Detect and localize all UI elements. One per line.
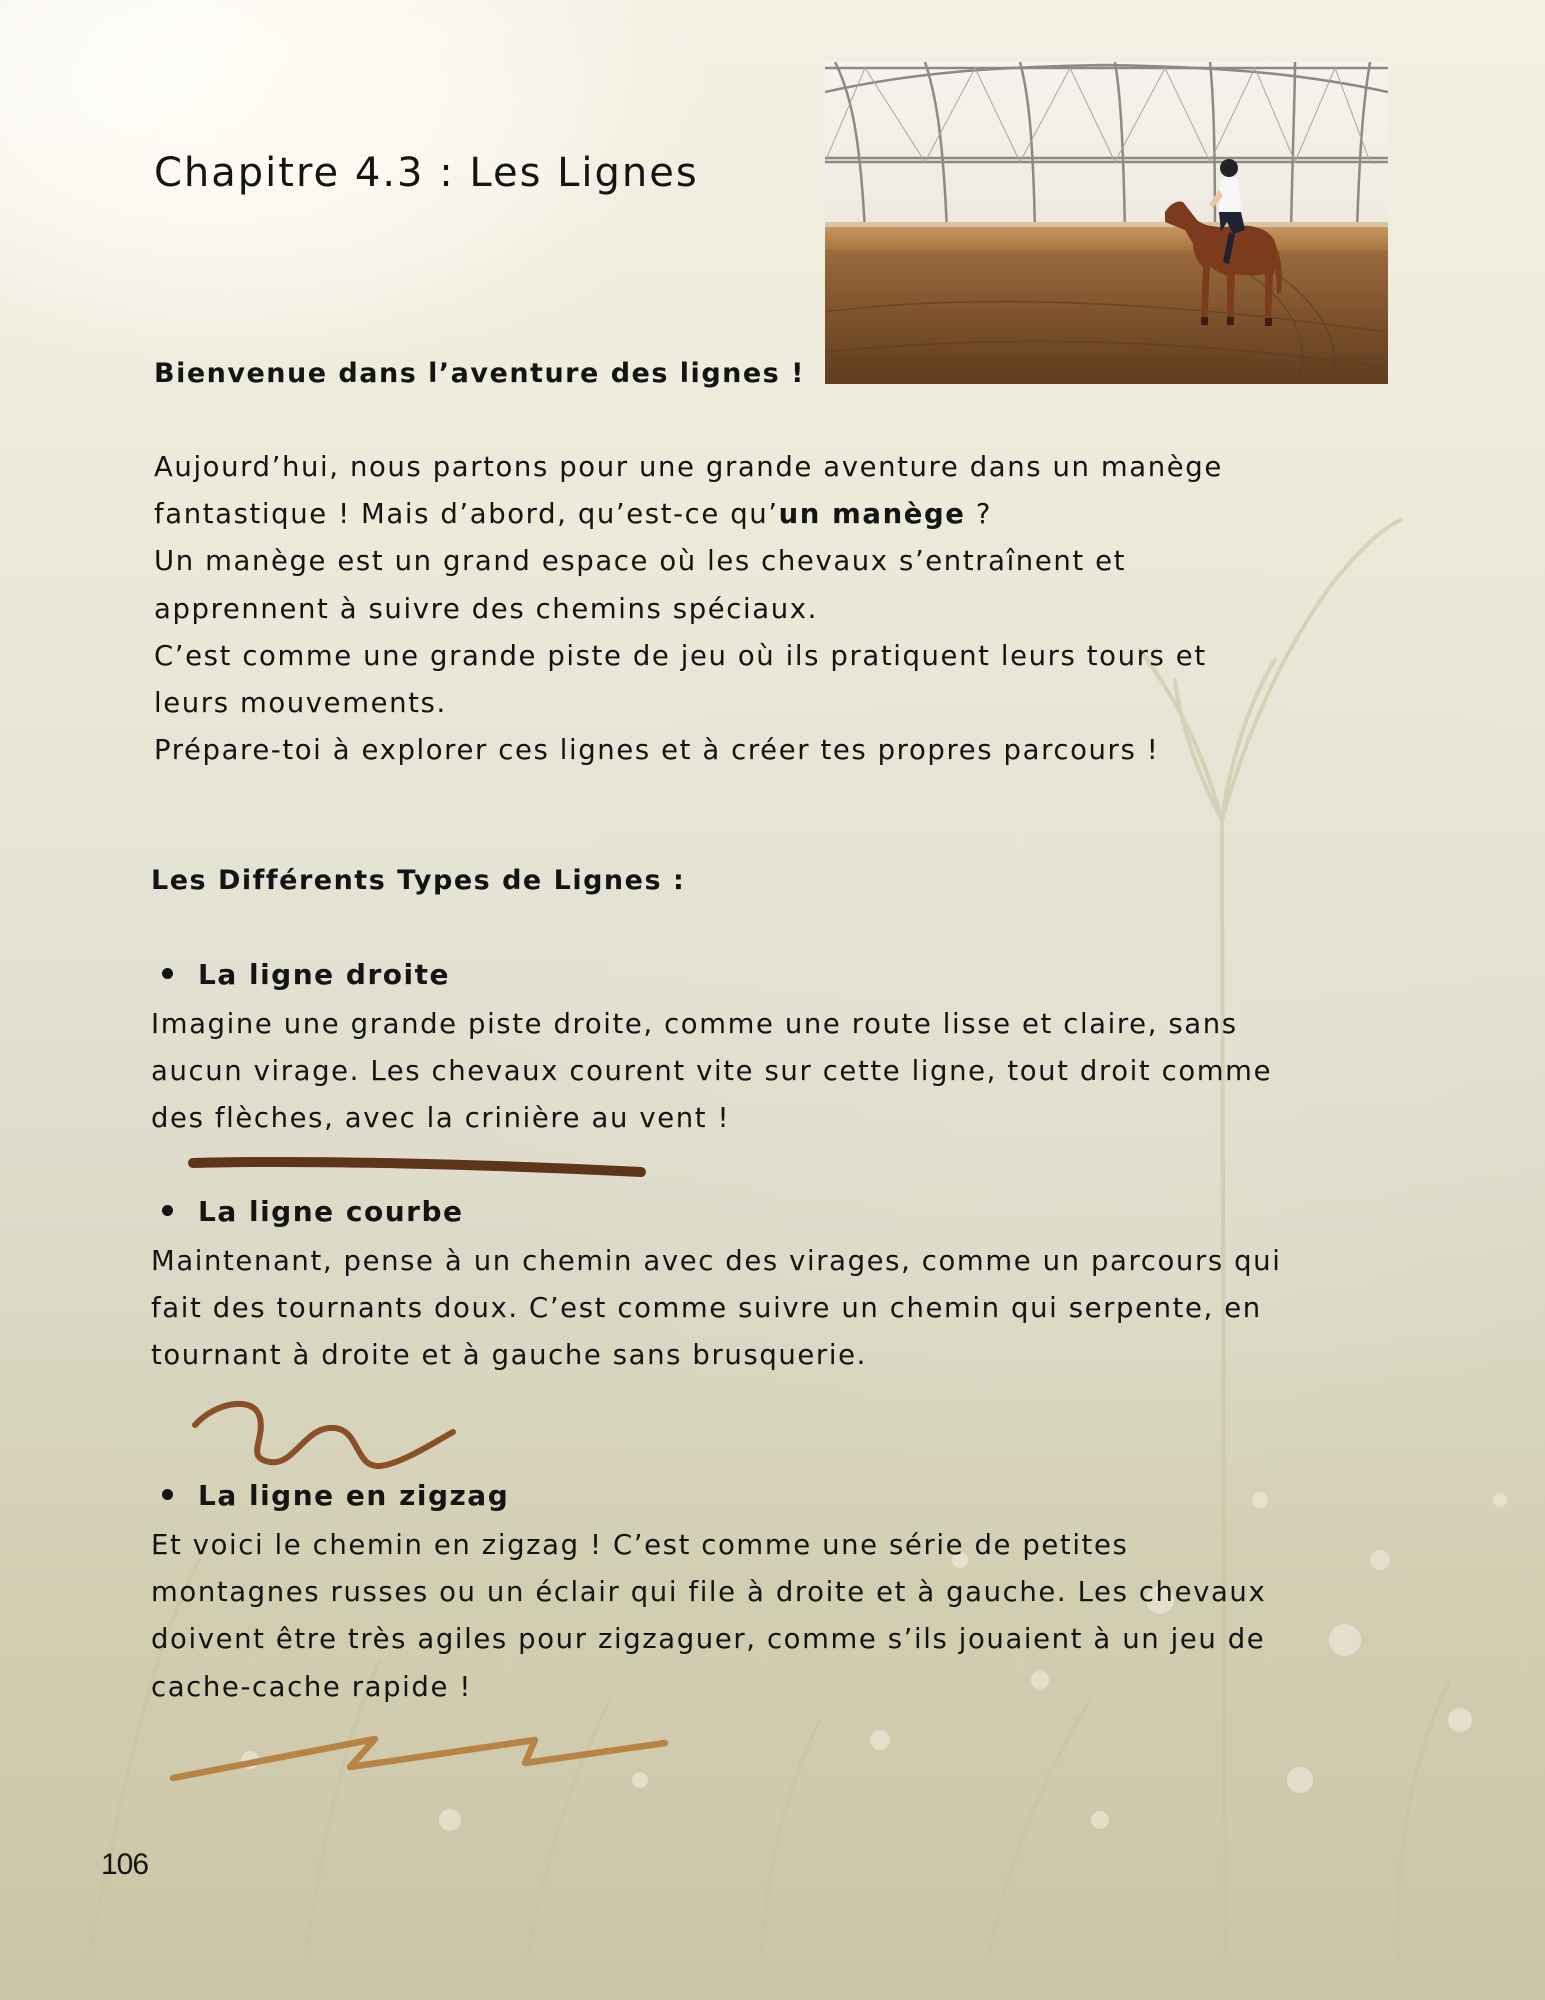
text-line: Et voici le chemin en zigzag ! C’est comme une série de petites	[151, 1529, 1129, 1561]
text-line: des flèches, avec la crinière au vent !	[151, 1102, 731, 1135]
section-text-zigzag	[151, 1522, 1266, 1711]
intro-line: C’est comme une grande piste de jeu où ils pratiquent leurs tours et	[154, 639, 1207, 672]
text-line: tournant à droite et à gauche sans brusquerie.	[151, 1339, 867, 1372]
curved-line-illustration	[185, 1390, 465, 1480]
chapter-title: Chapitre 4.3 : Les Lignes	[154, 150, 699, 196]
text-line: doivent être très agiles pour zigzaguer, comme s’ils jouaient à un jeu de	[151, 1623, 1266, 1656]
text-line: aucun virage. Les chevaux courent vite sur cette ligne, tout droit comme	[151, 1055, 1273, 1088]
text-line: montagnes russes ou un éclair qui file à droite et à gauche. Les chevaux	[151, 1576, 1267, 1609]
intro-line: Un manège est un grand espace où les chevaux s’entraînent et	[154, 545, 1127, 578]
text-line: cache-cache rapide !	[151, 1670, 472, 1703]
bullet-dot	[162, 968, 173, 979]
intro-line: Aujourd’hui, nous partons pour une grande aventure dans un manège	[154, 451, 1223, 483]
section-text-curve	[151, 1238, 1281, 1380]
straight-line-illustration	[185, 1150, 655, 1180]
text-line: Maintenant, pense à un chemin avec des virages, comme un parcours qui	[151, 1245, 1282, 1277]
intro-line: apprennent à suivre des chemins spéciaux.	[154, 592, 818, 625]
intro-line: Prépare-toi à explorer ces lignes et à créer tes propres parcours !	[154, 734, 1160, 767]
intro-line: fantastique ! Mais d’abord, qu’est-ce qu’un manège ?	[154, 498, 993, 531]
horse-arena-photo	[825, 62, 1388, 384]
bullet-dot	[162, 1489, 173, 1500]
bullet-dot	[162, 1205, 173, 1216]
text-line: Imagine une grande piste droite, comme une route lisse et claire, sans	[151, 1008, 1238, 1040]
manege-keyword: un manège	[778, 498, 966, 531]
intro-paragraph	[154, 444, 1223, 774]
text-line: fait des tournants doux. C’est comme suivre un chemin qui serpente, en	[151, 1292, 1262, 1325]
intro-line: leurs mouvements.	[154, 687, 447, 720]
page-number: 106	[101, 1848, 149, 1881]
welcome-heading: Bienvenue dans l’aventure des lignes !	[154, 358, 805, 389]
types-heading: Les Différents Types de Lignes :	[151, 865, 686, 896]
section-title-curve: La ligne courbe	[162, 1195, 464, 1228]
section-title-zigzag: La ligne en zigzag	[162, 1479, 509, 1512]
section-text-straight	[151, 1001, 1272, 1143]
section-title-straight: La ligne droite	[162, 958, 450, 991]
zigzag-line-illustration	[165, 1725, 675, 1785]
